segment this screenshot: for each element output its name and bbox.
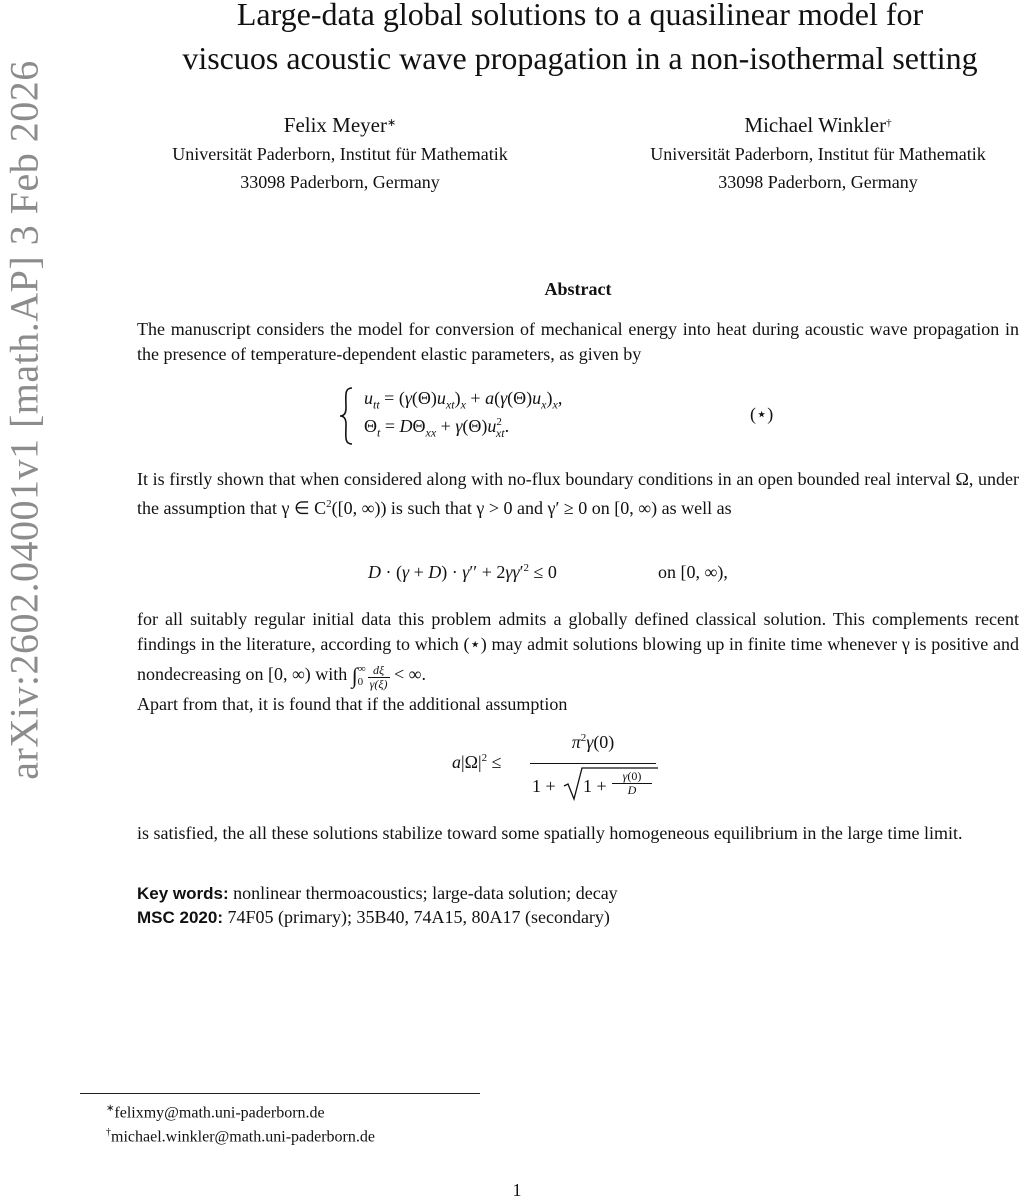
fraction-bar [530, 763, 656, 764]
abstract-paragraph-2: It is firstly shown that when considered along with no-flux boundary conditions in an open bounded real interval Ω, under the assumption that γ ∈ $C^2([0$, ∞)) is such that γ > 0 and γ′ ≥ 0 on [0, ∞) as well as [137, 469, 1019, 518]
abstract-heading: Abstract [544, 279, 612, 299]
author-block-1 [110, 110, 570, 196]
keywords-text: nonlinear thermoacoustics; large-data solution; decay [233, 883, 618, 903]
footnote-2: †michael.winkler@math.uni-paderborn.de [106, 1127, 375, 1146]
inner-fraction: γ(0) D [612, 770, 652, 797]
author-name: Michael Winkler† [744, 113, 892, 137]
msc-line [137, 905, 1019, 930]
condition-inequality: $D \cdot (\gamma + D) \cdot \gamma'' + 2\gamma\gamma'^2 \le 0$ [368, 562, 557, 582]
author-affiliation: Universität Paderborn, Institut für Mathematik [172, 144, 508, 164]
page-number: 1 [512, 1180, 522, 1200]
paper-title-line-1: Large-data global solutions to a quasilinear model for [236, 0, 924, 32]
paper-title-line-2: viscuos acoustic wave propagation in a non-isothermal setting [182, 40, 978, 76]
abstract-paragraph-1: The manuscript considers the model for conversion of mechanical energy into heat during acoustic wave propagation in the presence of temperature-dependent elastic parameters, as given by [137, 319, 1019, 364]
pde-system [338, 386, 898, 446]
author-address: 33098 Paderborn, Germany [240, 172, 440, 192]
author-affiliation: Universität Paderborn, Institut für Mathematik [650, 144, 986, 164]
author-name: Felix Meyer∗ [283, 113, 397, 137]
left-brace-icon [338, 386, 356, 446]
abstract-paragraph-4: Apart from that, it is found that if the additional assumption [137, 694, 568, 714]
footnote-1: ∗felixmy@math.uni-paderborn.de [106, 1103, 325, 1122]
additional-assumption [452, 732, 712, 804]
arxiv-stamp [0, 0, 48, 840]
msc-label: MSC 2020: [137, 908, 223, 927]
equation-u: $u_{tt} = (\gamma(\Theta)u_{xt})_x + a(\gamma(\Theta)u_x)_x$, [364, 388, 563, 412]
assumption-denominator: 1 + [532, 776, 556, 796]
condition-domain: on [0, ∞), [658, 562, 728, 582]
keywords-label: Key words: [137, 884, 229, 903]
arxiv-stamp-text: arXiv:2602.04001v1 [math.AP] 3 Feb 2026 [1, 60, 47, 780]
footnote-rule [80, 1093, 480, 1094]
sqrt-content: 1 + [583, 776, 607, 796]
keywords-line [137, 881, 1019, 906]
author-block-2 [588, 110, 1034, 196]
msc-text: 74F05 (primary); 35B40, 74A15, 80A17 (secondary) [227, 907, 610, 927]
abstract-paragraph-5: is satisfied, the all these solutions stabilize toward some spatially homogeneous equilibrium in the large time limit. [137, 823, 963, 843]
assumption-numerator: $\pi^2\gamma(0)$ [571, 732, 615, 752]
author-address: 33098 Paderborn, Germany [718, 172, 918, 192]
abstract-paragraph-3: for all suitably regular initial data this problem admits a globally defined classical solution. This complements recent findings in the literature, according to which (⋆) may admit solutions blowing up in finite time whenever γ is positive and nondecreasing on [0, ∞) with $\int^\infty_0$ $\frac{d\xi}{\gamma(\xi)}$ < ∞. [137, 609, 1019, 691]
system-label: (⋆) [750, 404, 774, 424]
assumption-lhs: $a|\Omega|^2$ ≤ [452, 752, 502, 772]
equation-theta: $\Theta_t = D\Theta_{xx} + \gamma(\Theta)u^2_{xt}$. [364, 416, 510, 440]
